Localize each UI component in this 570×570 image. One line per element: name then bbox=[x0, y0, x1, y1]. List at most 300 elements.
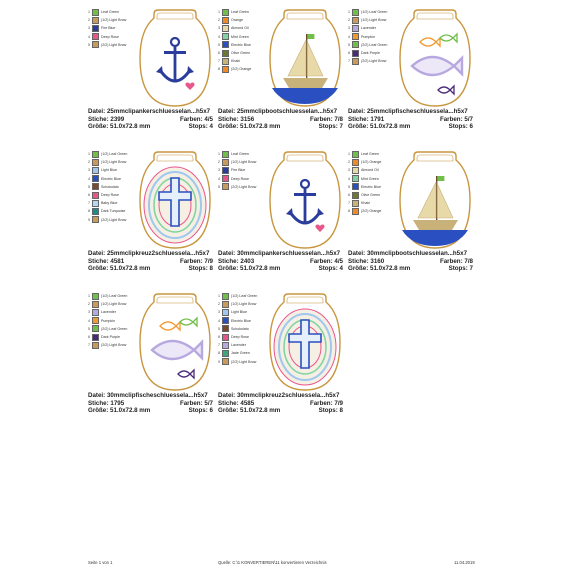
color-swatch bbox=[352, 159, 359, 166]
thread-name: Mint Green bbox=[361, 176, 379, 181]
stops-value: 8 bbox=[339, 407, 343, 414]
stitch-count: 4581 bbox=[110, 257, 125, 265]
design-info bbox=[88, 250, 213, 273]
color-count: 5/7 bbox=[204, 399, 213, 407]
design-card bbox=[218, 150, 343, 280]
design-info bbox=[88, 108, 213, 131]
design-info bbox=[218, 108, 343, 131]
legend-number: 7 bbox=[88, 343, 90, 348]
design-info bbox=[218, 392, 343, 415]
thread-name: Orange bbox=[231, 18, 243, 23]
legend-number: 1 bbox=[218, 294, 220, 298]
cross-keyfob-preview bbox=[268, 292, 342, 392]
stitches-row bbox=[88, 116, 213, 124]
footer-date: 11.04.2019 bbox=[454, 560, 475, 565]
file-label: Datei: bbox=[88, 108, 106, 115]
thread-name: Deep Rose bbox=[231, 334, 249, 339]
color-swatch bbox=[92, 208, 99, 215]
color-count: 7/8 bbox=[464, 257, 473, 265]
thread-name: (2/2) Light Brow bbox=[101, 343, 127, 348]
file-row bbox=[348, 108, 473, 116]
color-swatch bbox=[352, 25, 359, 32]
legend-number: 8 bbox=[218, 351, 220, 356]
stitches-label: Stiche: bbox=[348, 257, 369, 265]
anchor-keyfob-preview bbox=[268, 150, 342, 250]
size-row bbox=[348, 265, 473, 273]
stops-label: Stops: bbox=[448, 123, 468, 130]
thread-name: Light Blue bbox=[231, 310, 247, 315]
file-label: Datei: bbox=[88, 250, 106, 257]
thread-name: Electric Blue bbox=[101, 176, 121, 181]
colors-label: Farben: bbox=[179, 257, 203, 265]
size-row bbox=[218, 407, 343, 415]
color-swatch bbox=[92, 216, 99, 223]
color-swatch bbox=[352, 192, 359, 199]
legend-number: 2 bbox=[218, 160, 220, 165]
design-card bbox=[88, 8, 213, 138]
legend-number: 1 bbox=[348, 10, 350, 14]
color-swatch bbox=[222, 350, 229, 357]
stitches-row bbox=[218, 116, 343, 124]
thread-name: (1/2) Light Brow bbox=[101, 302, 127, 307]
color-swatch bbox=[92, 293, 99, 300]
stops-value: 7 bbox=[469, 265, 473, 272]
file-label: Datei: bbox=[218, 250, 236, 257]
stitches-row bbox=[218, 400, 343, 408]
design-card bbox=[88, 292, 213, 422]
color-swatch bbox=[222, 167, 229, 174]
thread-name: Leaf Green bbox=[231, 152, 249, 156]
design-card bbox=[88, 150, 213, 280]
legend-number: 9 bbox=[88, 217, 90, 222]
color-count: 7/8 bbox=[334, 115, 343, 123]
legend-number: 4 bbox=[348, 34, 350, 39]
fish-keyfob-preview bbox=[138, 292, 212, 392]
legend-number: 5 bbox=[348, 184, 350, 189]
thread-name: (1/2) Leaf Green bbox=[101, 294, 128, 298]
legend-number: 6 bbox=[88, 192, 90, 197]
size-row bbox=[218, 265, 343, 273]
legend-number: 2 bbox=[88, 18, 90, 23]
thread-name: Lavender bbox=[361, 26, 376, 31]
legend-number: 3 bbox=[218, 168, 220, 173]
color-swatch bbox=[222, 358, 229, 365]
legend-number: 5 bbox=[88, 326, 90, 331]
file-name: 25mmclipkreuz2schluessela...h5x7 bbox=[106, 250, 210, 257]
legend-number: 4 bbox=[88, 318, 90, 323]
thread-name: Fire Blue bbox=[101, 26, 116, 31]
size-label: Größe: bbox=[348, 123, 369, 130]
size-value: 51.0x72.8 mm bbox=[110, 265, 151, 272]
legend-number: 6 bbox=[218, 50, 220, 55]
colors-label: Farben: bbox=[309, 257, 333, 265]
colors-label: Farben: bbox=[179, 115, 203, 123]
color-swatch bbox=[92, 33, 99, 40]
thread-name: (1/2) Leaf Green bbox=[101, 152, 128, 156]
color-swatch bbox=[352, 17, 359, 24]
size-value: 51.0x72.8 mm bbox=[240, 123, 281, 130]
file-name: 25mmclipbootschluesselan...h5x7 bbox=[236, 108, 338, 115]
color-count: 5/7 bbox=[464, 115, 473, 123]
legend-number: 8 bbox=[88, 209, 90, 214]
size-label: Größe: bbox=[88, 265, 109, 272]
thread-name: Baby Blue bbox=[101, 201, 118, 206]
stitches-label: Stiche: bbox=[218, 115, 239, 123]
size-row bbox=[88, 407, 213, 415]
design-card bbox=[348, 8, 473, 138]
footer-page: Seite 1 von 1 bbox=[88, 560, 113, 565]
color-swatch bbox=[222, 9, 229, 16]
thread-name: (2/2) Light Brow bbox=[231, 359, 257, 364]
color-swatch bbox=[222, 58, 229, 65]
color-swatch bbox=[352, 183, 359, 190]
thread-name: Olive Green bbox=[231, 50, 251, 55]
thread-name: (1/2) Light Brow bbox=[361, 18, 387, 23]
thread-name: Light Blue bbox=[101, 168, 117, 173]
legend-number: 4 bbox=[218, 176, 220, 181]
thread-name: (1/2) Leaf Green bbox=[361, 10, 388, 14]
color-count: 4/5 bbox=[334, 257, 343, 265]
thread-name: Leaf Green bbox=[231, 10, 249, 14]
color-count: 7/9 bbox=[334, 399, 343, 407]
stops-label: Stops: bbox=[318, 407, 338, 414]
legend-number: 1 bbox=[218, 10, 220, 14]
color-swatch bbox=[92, 301, 99, 308]
legend-number: 7 bbox=[348, 59, 350, 64]
color-swatch bbox=[92, 317, 99, 324]
color-swatch bbox=[92, 183, 99, 190]
color-swatch bbox=[222, 159, 229, 166]
color-swatch bbox=[92, 342, 99, 349]
color-swatch bbox=[92, 175, 99, 182]
stitch-count: 2399 bbox=[110, 115, 125, 123]
thread-name: Lavender bbox=[101, 310, 116, 315]
color-swatch bbox=[92, 309, 99, 316]
size-label: Größe: bbox=[88, 123, 109, 130]
legend-number: 5 bbox=[218, 42, 220, 47]
file-name: 30mmclipfischeschluessela...h5x7 bbox=[106, 392, 208, 399]
colors-label: Farben: bbox=[309, 115, 333, 123]
thread-name: Dark Turquoise bbox=[101, 209, 126, 214]
stitches-row bbox=[218, 258, 343, 266]
color-swatch bbox=[222, 66, 229, 73]
legend-number: 1 bbox=[88, 10, 90, 14]
legend-number: 5 bbox=[218, 326, 220, 331]
legend-number: 4 bbox=[348, 176, 350, 181]
color-swatch bbox=[92, 151, 99, 158]
thread-name: (2/2) Leaf Green bbox=[361, 42, 388, 47]
thread-name: Khaki bbox=[231, 59, 240, 64]
size-value: 51.0x72.8 mm bbox=[110, 123, 151, 130]
thread-name: (1/2) Leaf Green bbox=[231, 294, 258, 298]
file-name: 30mmclipbootschluesselan...h5x7 bbox=[366, 250, 468, 257]
size-row bbox=[88, 123, 213, 131]
file-row bbox=[88, 392, 213, 400]
design-info bbox=[218, 250, 343, 273]
color-count: 4/5 bbox=[204, 115, 213, 123]
legend-number: 8 bbox=[218, 67, 220, 72]
legend-number: 6 bbox=[218, 334, 220, 339]
stops-value: 6 bbox=[469, 123, 473, 130]
thread-name: Schokolato bbox=[101, 184, 119, 189]
thread-name: Dark Purple bbox=[361, 50, 380, 55]
legend-number: 6 bbox=[348, 50, 350, 55]
stitches-label: Stiche: bbox=[218, 399, 239, 407]
stitch-count: 1791 bbox=[370, 115, 385, 123]
legend-number: 1 bbox=[348, 152, 350, 156]
design-info bbox=[348, 108, 473, 131]
thread-name: (2/2) Orange bbox=[361, 209, 382, 214]
legend-number: 2 bbox=[218, 18, 220, 23]
stitch-count: 3156 bbox=[240, 115, 255, 123]
size-value: 51.0x72.8 mm bbox=[370, 265, 411, 272]
design-info bbox=[88, 392, 213, 415]
file-label: Datei: bbox=[218, 392, 236, 399]
thread-name: Electric Blue bbox=[361, 184, 381, 189]
file-label: Datei: bbox=[348, 250, 366, 257]
file-label: Datei: bbox=[88, 392, 106, 399]
size-row bbox=[88, 265, 213, 273]
thread-name: (2/2) Light Brow bbox=[231, 184, 257, 189]
stops-label: Stops: bbox=[318, 265, 338, 272]
stops-value: 4 bbox=[339, 265, 343, 272]
design-card bbox=[218, 8, 343, 138]
anchor-keyfob-preview bbox=[138, 8, 212, 108]
thread-name: (1/2) Light Brow bbox=[231, 160, 257, 165]
color-swatch bbox=[352, 175, 359, 182]
stops-value: 8 bbox=[209, 265, 213, 272]
stitches-label: Stiche: bbox=[218, 257, 239, 265]
legend-number: 7 bbox=[218, 343, 220, 348]
legend-number: 3 bbox=[88, 26, 90, 31]
color-swatch bbox=[222, 17, 229, 24]
file-row bbox=[348, 250, 473, 258]
color-swatch bbox=[92, 200, 99, 207]
stitches-row bbox=[348, 116, 473, 124]
footer-source: Quelle: C:\1 KONVERTIEREN\11 konvertieren Verzeichnis bbox=[218, 560, 327, 565]
legend-number: 2 bbox=[88, 302, 90, 307]
file-row bbox=[218, 108, 343, 116]
size-label: Größe: bbox=[348, 265, 369, 272]
thread-name: Leaf Green bbox=[361, 152, 379, 156]
color-swatch bbox=[352, 208, 359, 215]
file-row bbox=[218, 250, 343, 258]
stitch-count: 4585 bbox=[240, 399, 255, 407]
stitches-row bbox=[88, 258, 213, 266]
color-swatch bbox=[92, 9, 99, 16]
thread-name: (1/2) Light Brow bbox=[101, 18, 127, 23]
thread-name: (2/2) Light Brow bbox=[101, 42, 127, 47]
color-swatch bbox=[222, 33, 229, 40]
thread-name: Schokolato bbox=[231, 326, 249, 331]
legend-number: 9 bbox=[218, 359, 220, 364]
legend-number: 4 bbox=[218, 318, 220, 323]
file-name: 25mmclipankerschluesselan...h5x7 bbox=[106, 108, 211, 115]
thread-name: Pumpkin bbox=[361, 34, 375, 39]
legend-number: 3 bbox=[88, 168, 90, 173]
color-swatch bbox=[222, 334, 229, 341]
legend-number: 2 bbox=[88, 160, 90, 165]
design-card bbox=[348, 150, 473, 280]
thread-name: Pumpkin bbox=[101, 318, 115, 323]
file-name: 30mmclipankerschluesselan...h5x7 bbox=[236, 250, 341, 257]
color-swatch bbox=[92, 159, 99, 166]
color-swatch bbox=[352, 41, 359, 48]
thread-name: (2/2) Light Brow bbox=[361, 59, 387, 64]
thread-name: Khaki bbox=[361, 201, 370, 206]
file-row bbox=[88, 250, 213, 258]
stitches-row bbox=[348, 258, 473, 266]
color-swatch bbox=[222, 175, 229, 182]
size-value: 51.0x72.8 mm bbox=[110, 407, 151, 414]
colors-label: Farben: bbox=[179, 399, 203, 407]
size-label: Größe: bbox=[218, 123, 239, 130]
thread-name: Electric Blue bbox=[231, 318, 251, 323]
stitches-label: Stiche: bbox=[88, 399, 109, 407]
color-swatch bbox=[352, 50, 359, 57]
file-row bbox=[218, 392, 343, 400]
thread-name: Almond Oil bbox=[231, 26, 249, 31]
legend-number: 4 bbox=[88, 34, 90, 39]
color-swatch bbox=[222, 342, 229, 349]
file-label: Datei: bbox=[218, 108, 236, 115]
legend-number: 3 bbox=[348, 26, 350, 31]
color-swatch bbox=[92, 41, 99, 48]
thread-name: (2/2) Light Brow bbox=[101, 217, 127, 222]
size-row bbox=[348, 123, 473, 131]
stops-label: Stops: bbox=[188, 123, 208, 130]
size-value: 51.0x72.8 mm bbox=[240, 265, 281, 272]
legend-number: 6 bbox=[88, 334, 90, 339]
stops-label: Stops: bbox=[188, 265, 208, 272]
color-swatch bbox=[222, 309, 229, 316]
color-swatch bbox=[92, 325, 99, 332]
legend-number: 7 bbox=[218, 59, 220, 64]
size-label: Größe: bbox=[88, 407, 109, 414]
stitch-count: 3160 bbox=[370, 257, 385, 265]
legend-number: 5 bbox=[348, 42, 350, 47]
legend-number: 4 bbox=[218, 34, 220, 39]
cross-keyfob-preview bbox=[138, 150, 212, 250]
size-value: 51.0x72.8 mm bbox=[370, 123, 411, 130]
thread-name: Electric Blue bbox=[231, 42, 251, 47]
color-swatch bbox=[222, 293, 229, 300]
thread-name: Jade Green bbox=[231, 351, 250, 356]
size-value: 51.0x72.8 mm bbox=[240, 407, 281, 414]
legend-number: 2 bbox=[348, 160, 350, 165]
color-swatch bbox=[222, 25, 229, 32]
legend-number: 5 bbox=[88, 184, 90, 189]
legend-number: 6 bbox=[348, 192, 350, 197]
legend-number: 7 bbox=[88, 201, 90, 206]
colors-label: Farben: bbox=[439, 115, 463, 123]
design-info bbox=[348, 250, 473, 273]
file-row bbox=[88, 108, 213, 116]
cross-motif bbox=[274, 309, 336, 385]
legend-number: 1 bbox=[88, 152, 90, 156]
thread-name: Lavender bbox=[231, 343, 246, 348]
legend-number: 2 bbox=[218, 302, 220, 307]
file-name: 25mmclipfischeschluessela...h5x7 bbox=[366, 108, 468, 115]
color-swatch bbox=[352, 9, 359, 16]
file-label: Datei: bbox=[348, 108, 366, 115]
boat-keyfob-preview bbox=[268, 8, 342, 108]
legend-number: 2 bbox=[348, 18, 350, 23]
stops-label: Stops: bbox=[318, 123, 338, 130]
color-swatch bbox=[222, 301, 229, 308]
thread-name: Fire Blue bbox=[231, 168, 246, 173]
legend-number: 3 bbox=[348, 168, 350, 173]
color-swatch bbox=[92, 17, 99, 24]
legend-number: 7 bbox=[348, 201, 350, 206]
color-swatch bbox=[222, 325, 229, 332]
stops-value: 4 bbox=[209, 123, 213, 130]
legend-number: 3 bbox=[218, 310, 220, 315]
color-swatch bbox=[92, 192, 99, 199]
stitches-label: Stiche: bbox=[88, 257, 109, 265]
thread-name: (1/2) Light Brow bbox=[101, 160, 127, 165]
thread-name: Deep Rose bbox=[231, 176, 249, 181]
color-swatch bbox=[352, 167, 359, 174]
thread-name: Almond Oil bbox=[361, 168, 379, 173]
color-swatch bbox=[222, 317, 229, 324]
thread-name: (2/2) Leaf Green bbox=[101, 326, 128, 331]
size-label: Größe: bbox=[218, 265, 239, 272]
legend-number: 4 bbox=[88, 176, 90, 181]
color-swatch bbox=[352, 33, 359, 40]
color-swatch bbox=[92, 25, 99, 32]
color-swatch bbox=[222, 151, 229, 158]
thread-name: (1/2) Orange bbox=[361, 160, 382, 165]
thread-name: Deep Rose bbox=[101, 192, 119, 197]
size-label: Größe: bbox=[218, 407, 239, 414]
stitches-label: Stiche: bbox=[88, 115, 109, 123]
thread-name: Mint Green bbox=[231, 34, 249, 39]
thread-name: Leaf Green bbox=[101, 10, 119, 14]
color-swatch bbox=[92, 334, 99, 341]
file-name: 30mmclipkreuz2schluessela...h5x7 bbox=[236, 392, 340, 399]
stops-label: Stops: bbox=[448, 265, 468, 272]
legend-number: 8 bbox=[348, 209, 350, 214]
stops-value: 6 bbox=[209, 407, 213, 414]
color-swatch bbox=[222, 50, 229, 57]
thread-name: Olive Green bbox=[361, 192, 381, 197]
color-swatch bbox=[222, 183, 229, 190]
color-swatch bbox=[352, 58, 359, 65]
fish-keyfob-preview bbox=[398, 8, 472, 108]
colors-label: Farben: bbox=[439, 257, 463, 265]
design-card bbox=[218, 292, 343, 422]
thread-name: (1/2) Light Brow bbox=[231, 302, 257, 307]
thread-name: Dark Purple bbox=[101, 334, 120, 339]
stitches-row bbox=[88, 400, 213, 408]
legend-number: 1 bbox=[218, 152, 220, 156]
stitch-count: 1795 bbox=[110, 399, 125, 407]
color-swatch bbox=[222, 41, 229, 48]
stops-label: Stops: bbox=[188, 407, 208, 414]
color-swatch bbox=[352, 200, 359, 207]
color-count: 7/9 bbox=[204, 257, 213, 265]
color-swatch bbox=[352, 151, 359, 158]
stitches-label: Stiche: bbox=[348, 115, 369, 123]
thread-name: (2/2) Orange bbox=[231, 67, 252, 72]
legend-number: 3 bbox=[88, 310, 90, 315]
legend-number: 3 bbox=[218, 26, 220, 31]
boat-keyfob-preview bbox=[398, 150, 472, 250]
stitch-count: 2403 bbox=[240, 257, 255, 265]
color-swatch bbox=[92, 167, 99, 174]
stops-value: 7 bbox=[339, 123, 343, 130]
